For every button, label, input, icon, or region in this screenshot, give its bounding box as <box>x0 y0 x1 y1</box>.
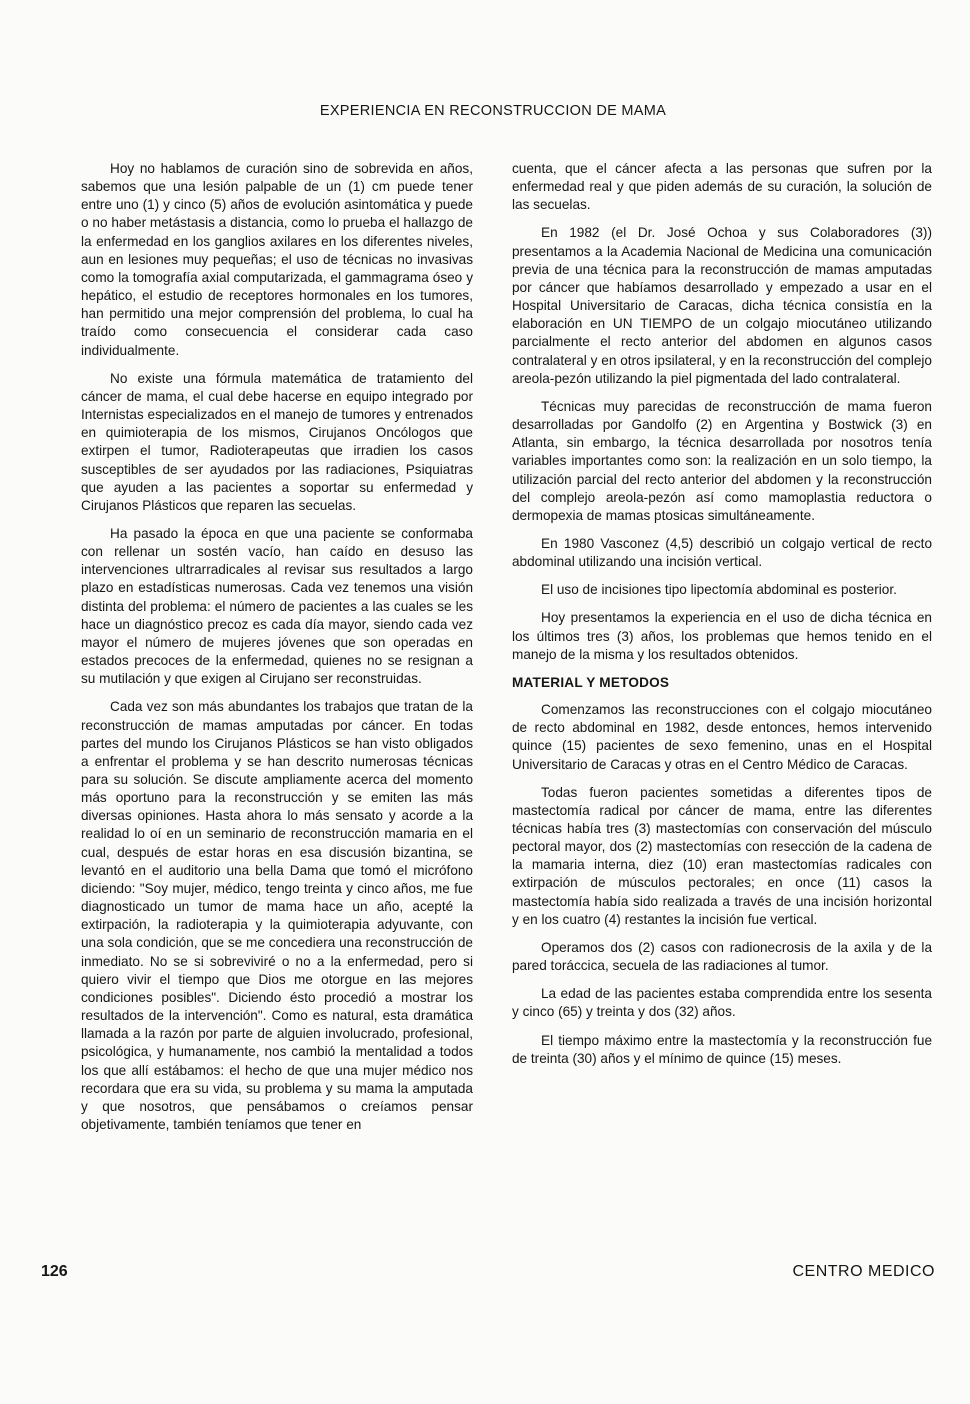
paragraph-technique-1982: En 1982 (el Dr. José Ochoa y sus Colaboradores (3)) presentamos a la Academia Nacional de Medicina una comunicación previa de una técnica para la reconstrucción de mamas amputadas por cáncer que habíamos desarrollado y empezado a usar en el Hospital Universitario de Caracas, dicha técnica consistía en la elaboración en UN TIEMPO de un colgajo miocutáneo utilizando parcialmente el recto anterior del abdomen en algunos casos contralateral y en otros ipsilateral, y en la reconstrucción del complejo areola-pezón utilizando la piel pigmentada del lado contralateral. <box>512 225 932 386</box>
right-text-column <box>512 160 932 1068</box>
paragraph-incisions: El uso de incisiones tipo lipectomía abdominal es posterior. <box>541 582 897 598</box>
journal-name: CENTRO MEDICO <box>792 1263 935 1280</box>
paragraph-early-diagnosis: Ha pasado la época en que una paciente se conformaba con rellenar un sostén vacío, han caído en desuso las intervenciones ultrarradicales al revisar sus resultados a largo plazo en estadísticas numerosas. Cada vez tenemos una visión distinta del problema: el número de pacientes a las cuales se les hace un diagnóstico precoz es cada día mayor, siendo cada vez mayor el número de mujeres jóvenes que son operadas en estados precoces de la enfermedad, quienes no se resignan a su mutilación y que exigen al Cirujano ser reconstruidas. <box>81 525 473 687</box>
paragraph-time-interval: El tiempo máximo entre la mastectomía y la reconstrucción fue de treinta (30) años y el mínimo de quince (15) meses. <box>512 1032 932 1066</box>
paragraph-radionecrosis: Operamos dos (2) casos con radionecrosis de la axila y de la pared toráccica, secuela de las radiaciones al tumor. <box>512 939 932 974</box>
left-text-column <box>81 160 473 1134</box>
paragraph-similar-techniques: Técnicas muy parecidas de reconstrucción de mama fueron desarrolladas por Gandolfo (2) en Argentina y Bostwick (3) en Atlanta, sin embargo, la técnica desarrollada por nosotros tenía variables importantes como son: la realización en un solo tiempo, la utilización parcial del recto anterior del abdomen y la reconstrucción del complejo areola-pezón así como mamoplastia reductora o dermopexia de mamas ptosicas simultáneamente. <box>512 398 932 523</box>
page-number: 126 <box>41 1263 68 1280</box>
running-header-title: EXPERIENCIA EN RECONSTRUCCION DE MAMA <box>319 103 667 119</box>
paragraph-mastectomy-types: Todas fueron pacientes sometidas a diferentes tipos de mastectomía radical por cáncer de mama, entre las diferentes técnicas había tres (3) mastectomías con conservación del músculo pectoral mayor, dos (2) mastectomías con resección de la cadena de la mamaria interna, diez (10) eran mastectomías radicales con extirpación de músculos pectorales; en once (11) casos la mastectomía había sido realizada a través de una incisión horizontal y en los cuatro (4) restantes la incisión fue vertical. <box>512 784 932 927</box>
paragraph-experience: Hoy presentamos la experiencia en el uso de dicha técnica en los últimos tres (3) años, los problemas que hemos tenido en el manejo de la misma y los resultados obtenidos. <box>512 610 932 662</box>
paragraph-vasconez: En 1980 Vasconez (4,5) describió un colgajo vertical de recto abdominal utilizando una incisión vertical. <box>512 535 932 570</box>
paragraph-continuation: cuenta, que el cáncer afecta a las personas que sufren por la enfermedad real y que piden además de su curación, la solución de las secuelas. <box>512 161 932 213</box>
paragraph-survival: Hoy no hablamos de curación sino de sobrevida en años, sabemos que una lesión palpable de un (1) cm puede tener entre uno (1) y cinco (5) años de evolución asintomática y puede o no haber metástasis a distancia, como lo prueba el hallazgo de la enfermedad en los ganglios axilares en los diferentes niveles, aun en lesiones muy pequeñas; el uso de técnicas no invasivas como la tomografía axial computarizada, el gammagrama óseo y hepático, el estudio de receptores hormonales en los tumores, han permitido una mejor comprensión del problema, lo cual ha traído como consecuencia el considerar cada caso individualmente. <box>81 161 473 358</box>
paragraph-patients-count: Comenzamos las reconstrucciones con el colgajo miocutáneo de recto abdominal en 1982, desde entonces, hemos intervenido quince (15) pacientes de sexo femenino, unas en el Hospital Universitario de Caracas y otras en el Centro Médico de Caracas. <box>512 702 932 772</box>
paragraph-patient-ages: La edad de las pacientes estaba comprendida entre los sesenta y cinco (65) y treinta y dos (32) años. <box>512 986 932 1020</box>
paragraph-treatment-team: No existe una fórmula matemática de tratamiento del cáncer de mama, el cual debe hacerse en equipo integrado por Internistas especializados en el manejo de tumores y entrenados en quimioterapia de los mismos, Cirujanos Oncólogos que extirpen el tumor, Radioterapeutas que irradien los casos susceptibles de ser ayudados por las radiaciones, Psiquiatras que ayuden a las pacientes a soportar su enfermedad y Cirujanos Plásticos que reparen las secuelas. <box>81 370 473 513</box>
paragraph-reconstruction-debate: Cada vez son más abundantes los trabajos que tratan de la reconstrucción de mamas amputadas por cáncer. En todas partes del mundo los Cirujanos Plásticos se han visto obligados a enfrentar el problema y se han descrito numerosas técnicas para su solución. Se discute ampliamente acerca del momento más oportuno para la reconstrucción y se emiten las más diversas opiniones. Hasta ahora lo más sensato y acorde a la realidad lo oí en un seminario de reconstrucción mamaria en el cual, después de estar horas en esa discusión bizantina, se levantó en el auditorio una bella Dama que tomó el micrófono diciendo: "Soy mujer, médico, tengo treinta y cinco años, me fue diagnosticado un tumor de mama hace un año, acepté la extirpación, la radioterapia y la quimioterapia adyuvante, con una sola condición, que se me concediera una reconstrucción de inmediato. No se si sobreviviré o no a la enfermedad, pero si quiero vivir el tiempo que Dios me otorgue en las mejores condiciones posibles". Diciendo ésto procedió a mostrar los resultados de la intervención". Como es natural, esta dramática llamada a la razón por parte de alguien involucrado, profesional, psicológica, y humanamente, nos cambió la mentalidad a todos los que allí estábamos: el hecho de que una mujer médico nos recordara que era su vida, su problema y su mama la amputada y que nosotros, que pensábamos o creíamos pensar objetivamente, también teníamos que tener en <box>81 699 473 1132</box>
section-heading-methods: MATERIAL Y METODOS <box>512 674 670 690</box>
